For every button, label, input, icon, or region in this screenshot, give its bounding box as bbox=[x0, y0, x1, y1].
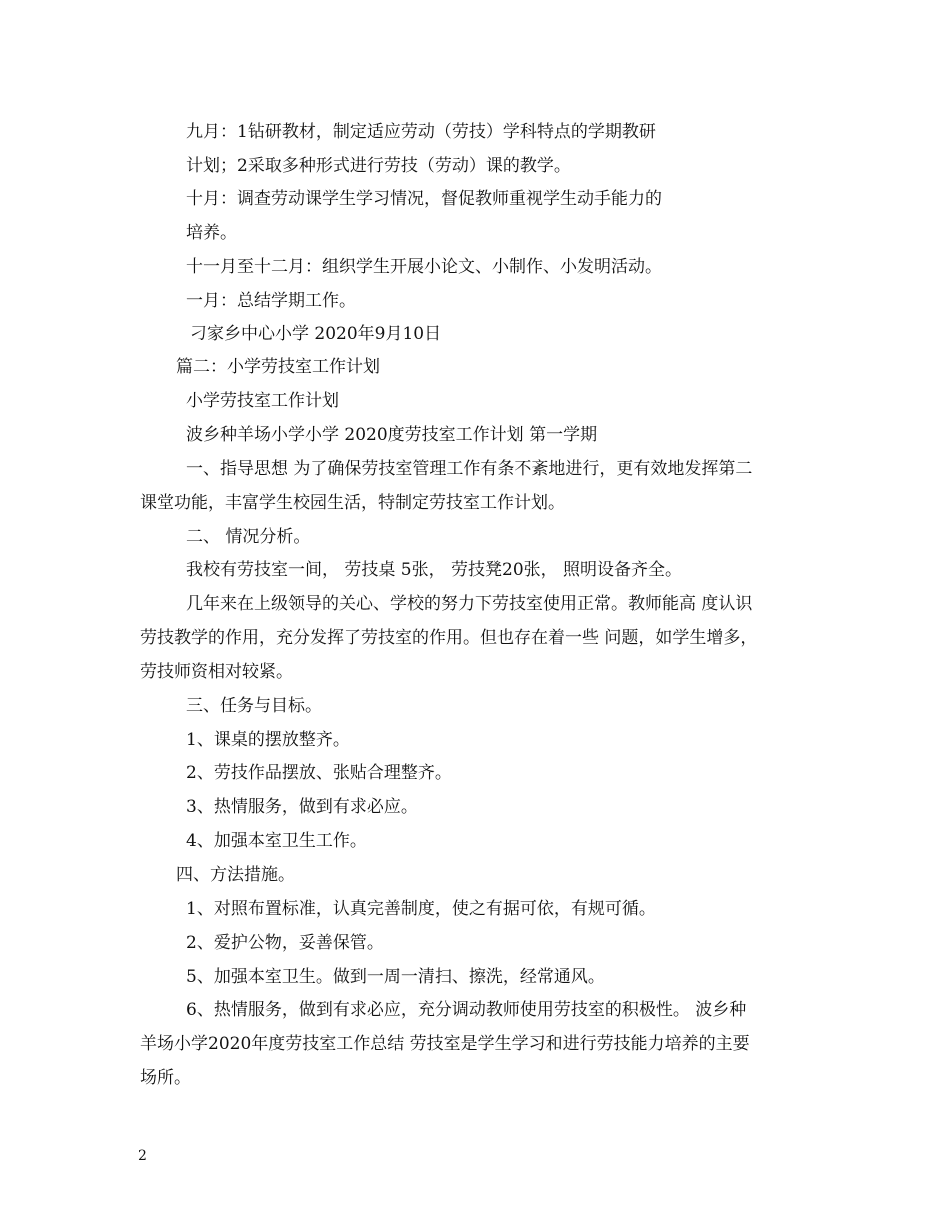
paragraph-line-nov-dec-plan: 十一月至十二月：组织学生开展小论文、小制作、小发明活动。 bbox=[186, 257, 662, 277]
list-item-task-2: 2、劳技作品摆放、张贴合理整齐。 bbox=[186, 763, 452, 783]
section-title-part-two: 篇二：小学劳技室工作计划 bbox=[176, 357, 380, 377]
document-heading-school-plan: 波乡种羊场小学小学 2020度劳技室工作计划 第一学期 bbox=[186, 425, 598, 445]
paragraph-line-summary-end: 场所。 bbox=[140, 1068, 191, 1088]
list-item-method-2: 2、爱护公物，妥善保管。 bbox=[186, 933, 384, 953]
section-heading-methods: 四、方法措施。 bbox=[176, 865, 295, 885]
paragraph-line-october-plan: 十月：调查劳动课学生学习情况，督促教师重视学生动手能力的 bbox=[186, 189, 662, 209]
page-number: 2 bbox=[138, 1148, 147, 1164]
paragraph-line-recent-years: 几年来在上级领导的关心、学校的努力下劳技室使用正常。教师能高 度认识 bbox=[186, 594, 753, 614]
paragraph-line-guiding-thought-cont: 课堂功能，丰富学生校园生活，特制定劳技室工作计划。 bbox=[140, 493, 565, 513]
section-heading-tasks-goals: 三、任务与目标。 bbox=[186, 696, 322, 716]
paragraph-line-september-plan: 九月：1钻研教材，制定适应劳动（劳技）学科特点的学期教研 bbox=[186, 122, 656, 142]
paragraph-line-facilities: 我校有劳技室一间， 劳技桌 5张， 劳技凳20张， 照明设备齐全。 bbox=[186, 560, 683, 580]
paragraph-line-guiding-thought: 一、指导思想 为了确保劳技室管理工作有条不紊地进行，更有效地发挥第二 bbox=[186, 459, 753, 479]
paragraph-line-january-plan: 一月：总结学期工作。 bbox=[186, 291, 356, 311]
list-item-task-4: 4、加强本室卫生工作。 bbox=[186, 831, 367, 851]
paragraph-line-september-plan-cont: 计划；2采取多种形式进行劳技（劳动）课的教学。 bbox=[186, 156, 571, 176]
paragraph-line-october-plan-cont: 培养。 bbox=[186, 223, 237, 243]
list-item-method-6: 6、热情服务，做到有求必应，充分调动教师使用劳技室的积极性。 波乡种 bbox=[186, 1000, 747, 1020]
signature-date-line: 刁家乡中心小学 2020年9月10日 bbox=[190, 324, 442, 344]
paragraph-line-summary: 羊场小学2020年度劳技室工作总结 劳技室是学生学习和进行劳技能力培养的主要 bbox=[140, 1034, 750, 1054]
list-item-method-5: 5、加强本室卫生。做到一周一清扫、擦洗，经常通风。 bbox=[186, 967, 605, 987]
section-heading-situation-analysis: 二、 情况分析。 bbox=[186, 527, 311, 547]
document-subtitle: 小学劳技室工作计划 bbox=[186, 391, 339, 411]
paragraph-line-recent-years-cont: 劳技教学的作用，充分发挥了劳技室的作用。但也存在着一些 问题，如学生增多， bbox=[140, 628, 758, 648]
list-item-task-3: 3、热情服务，做到有求必应。 bbox=[186, 797, 418, 817]
paragraph-line-recent-years-end: 劳技师资相对较紧。 bbox=[140, 662, 293, 682]
list-item-method-1: 1、对照布置标准，认真完善制度，使之有据可依，有规可循。 bbox=[186, 899, 656, 919]
list-item-task-1: 1、课桌的摆放整齐。 bbox=[186, 730, 350, 750]
